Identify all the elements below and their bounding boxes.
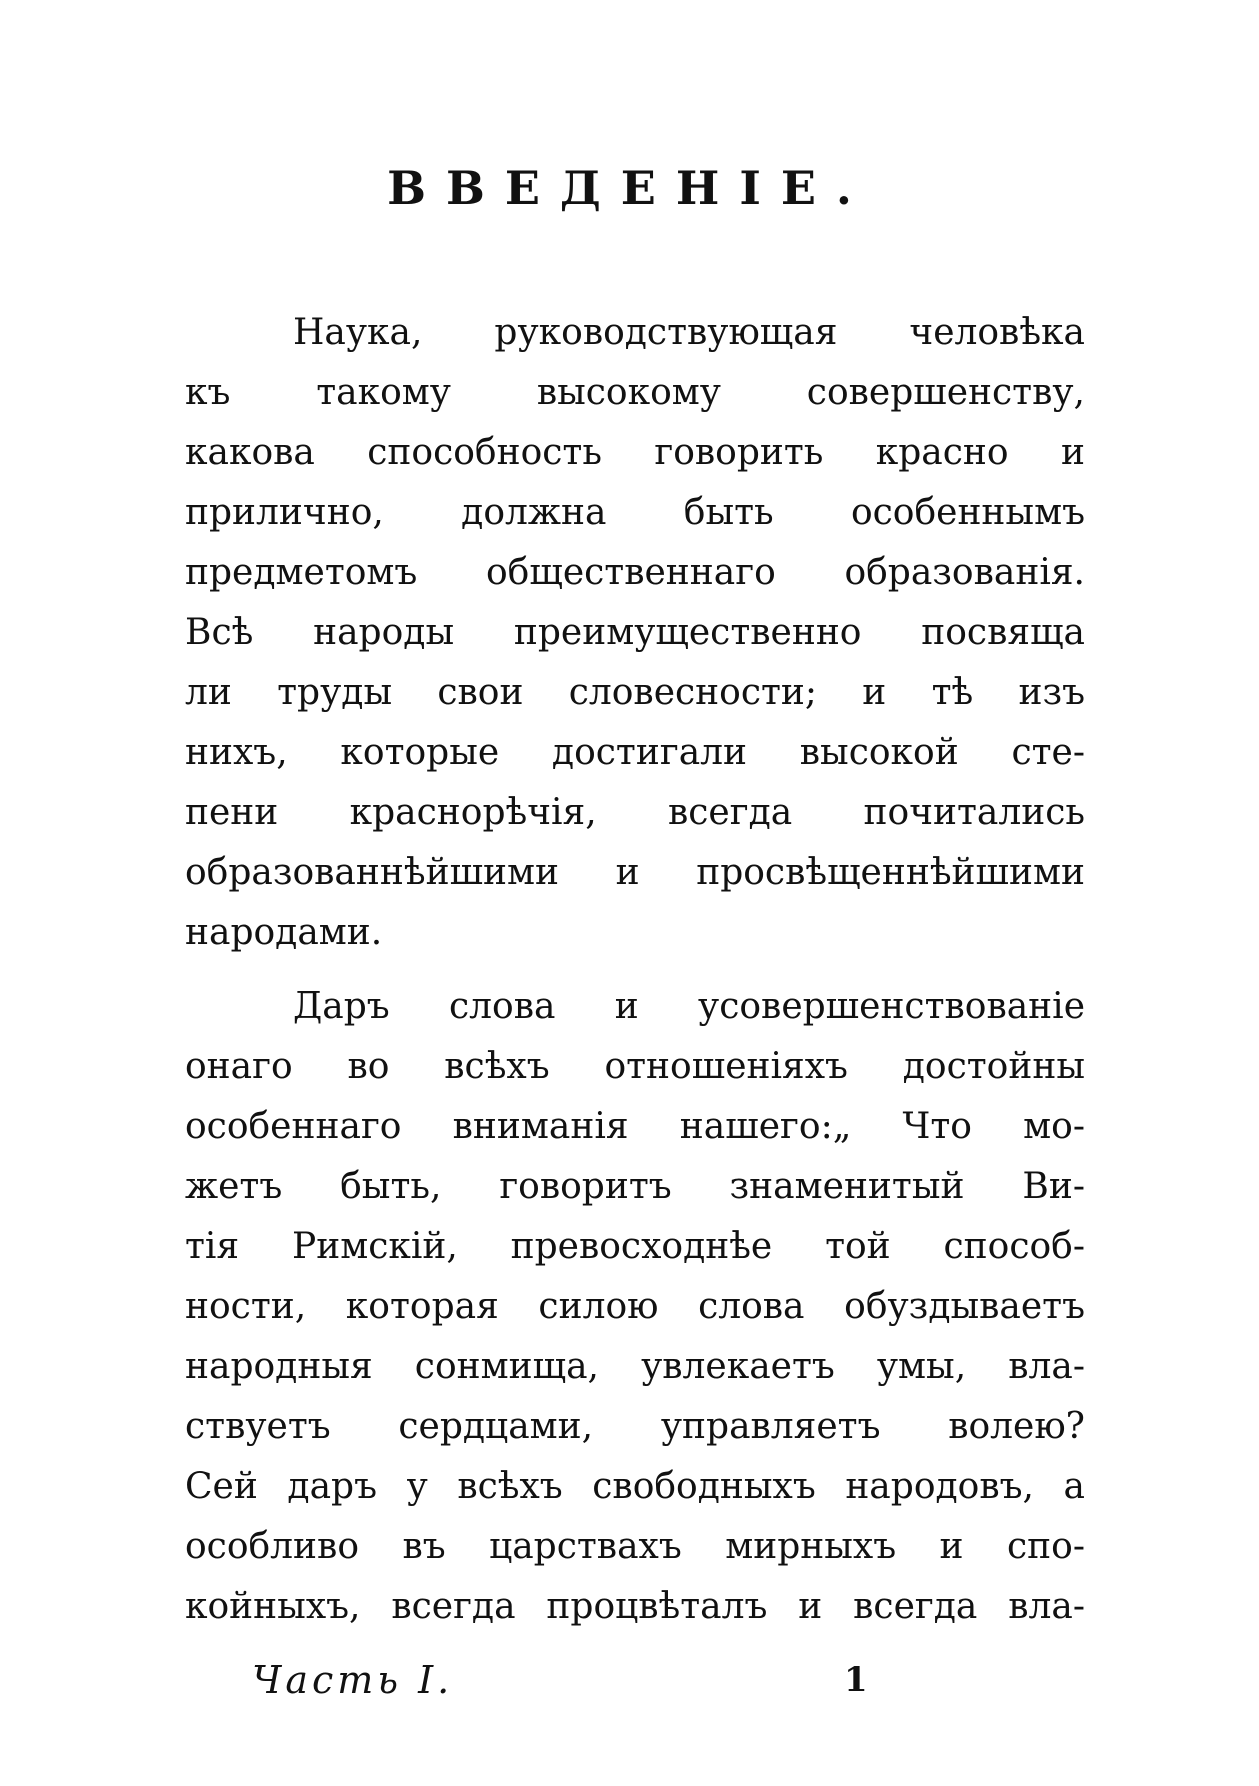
text-line: народныя сонмища, увлекаетъ умы, вла- <box>185 1346 1085 1387</box>
paragraph-2 <box>185 977 1085 1637</box>
paragraph-1 <box>185 303 1085 963</box>
text-line: тія Римскій, превосходнѣе той способ- <box>185 1226 1085 1267</box>
text-line: къ такому высокому совершенству, <box>185 372 1085 413</box>
body-text <box>185 303 1085 1637</box>
text-line: Сей даръ у всѣхъ свободныхъ народовъ, а <box>185 1466 1085 1507</box>
text-line: прилично, должна быть особеннымъ <box>185 492 1085 533</box>
page-footer <box>0 1650 1259 1710</box>
text-line: жетъ быть, говоритъ знаменитый Ви- <box>185 1166 1085 1207</box>
text-line: нихъ, которые достигали высокой сте- <box>185 732 1085 773</box>
paragraph-gap <box>185 963 1085 977</box>
text-line: пени краснорѣчія, всегда почитались <box>185 792 1085 833</box>
text-line: Даръ слова и усовершенствованіе <box>293 986 1085 1027</box>
text-line: народами. <box>185 912 383 953</box>
text-line: особеннаго вниманія нашего:„ Что мо- <box>185 1106 1085 1147</box>
sheet-number: 1 <box>844 1660 868 1700</box>
text-line: ли труды свои словесности; и тѣ изъ <box>185 672 1085 713</box>
text-line: особливо въ царствахъ мирныхъ и спо- <box>185 1526 1085 1567</box>
text-line: ствуетъ сердцами, управляетъ волею? <box>185 1406 1085 1447</box>
text-line: койныхъ, всегда процвѣталъ и всегда вла- <box>185 1586 1085 1627</box>
chapter-heading: ВВЕДЕНІЕ. <box>387 161 872 215</box>
text-line: предметомъ общественнаго образованія. <box>185 552 1085 593</box>
part-label: Часть I. <box>252 1658 454 1702</box>
text-line: Всѣ народы преимущественно посвяща <box>185 612 1085 653</box>
text-line: онаго во всѣхъ отношеніяхъ достойны <box>185 1046 1085 1087</box>
text-line: ности, которая силою слова обуздываетъ <box>185 1286 1085 1327</box>
text-line: Наука, руководствующая человѣка <box>293 312 1085 353</box>
text-line: какова способность говорить красно и <box>185 432 1085 473</box>
text-line: образованнѣйшими и просвѣщеннѣйшими <box>185 852 1085 893</box>
